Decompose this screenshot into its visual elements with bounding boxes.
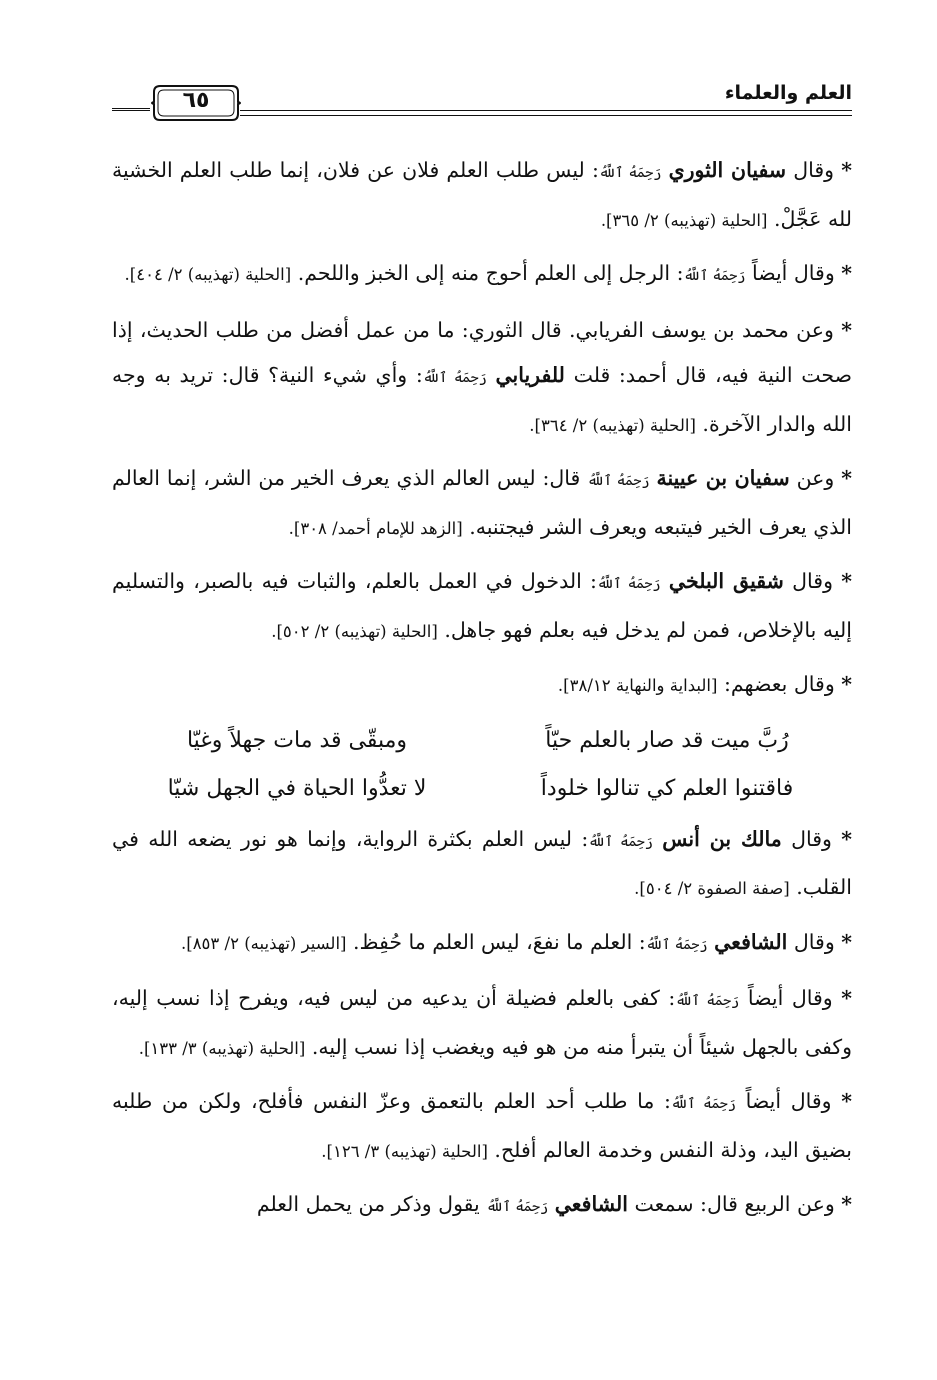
quote-text: قال: ليس العالم الذي يعرف الخير من الشر، إنما العالم الذي يعرف الخير فيتبعه ويعرف الشر فيجتنبه. (112, 466, 852, 539)
verse-second-hemistich: لا تعدُّوا الحياة في الجهل شيّا (167, 775, 427, 801)
paragraph (112, 662, 852, 709)
poem-verse (112, 765, 852, 813)
paragraph (112, 976, 852, 1071)
honorific: رَحِمَهُ ٱللَّهُ (587, 473, 650, 489)
header-rule-2 (240, 115, 852, 116)
quote-text: : العلم ما نفعَ، ليس العلم ما حُفِظ. (353, 929, 646, 954)
paragraph-intro: وقال (793, 929, 835, 954)
quote-text: يقول وذكر من يحمل العلم (256, 1192, 480, 1216)
bullet-star: * (841, 929, 852, 954)
page-body (112, 148, 852, 1239)
source-reference: [الحلية (تهذيبه) ٢/ ٣٦٤]. (529, 415, 696, 435)
source-reference: [صفة الصفوة ٢/ ٥٠٤]. (634, 879, 790, 898)
quote-text: : كفى بالعلم فضيلة أن يدعيه من ليس فيه، ويفرح إذا نسب إليه، وكفى بالجهل شيئاً أن يتبرأ منه من هو فيه ويغضب إذا نسب إليه. (112, 986, 852, 1059)
paragraph (112, 251, 852, 300)
header-rule (240, 110, 852, 111)
scholar-name: شقيق البلخي (668, 569, 784, 593)
paragraph (112, 920, 852, 969)
paragraph (112, 308, 852, 449)
page-number-frame (150, 82, 242, 124)
quote-text: : ليس العلم بكثرة الرواية، وإنما هو نور يضعه الله في القلب. (112, 826, 852, 899)
header-title: العلم والعلماء (724, 82, 852, 104)
bullet-star: * (841, 466, 852, 490)
paragraph (112, 559, 852, 654)
bullet-star: * (841, 317, 852, 342)
paragraph (112, 817, 852, 912)
honorific: رَحِمَهُ ٱللَّهُ (675, 993, 740, 1009)
paragraph (112, 1182, 852, 1231)
honorific: رَحِمَهُ ٱللَّهُ (683, 268, 746, 284)
paragraph-intro: وعن محمد بن يوسف الفريابي. قال الثوري: ما من عمل أفضل من طلب الحديث، إذا صحت النية فيه، قال أحمد: قلت (112, 317, 853, 387)
honorific: رَحِمَهُ ٱللَّهُ (596, 576, 661, 592)
paragraph (112, 1079, 852, 1174)
bullet-star: * (841, 1192, 852, 1216)
scholar-name: الشافعي (714, 929, 788, 954)
paragraph (112, 456, 852, 551)
honorific: رَحِمَهُ ٱللَّهُ (422, 370, 487, 386)
bullet-star: * (841, 986, 852, 1010)
paragraph-intro: وعن (796, 466, 835, 490)
paragraph-intro: وقال (792, 569, 833, 593)
source-reference: [الحلية (تهذيبه) ٢/ ٣٦٥]. (600, 210, 768, 230)
paragraph-intro: وقال (791, 826, 832, 851)
poem-verse (112, 717, 852, 765)
bullet-star: * (841, 261, 852, 285)
source-reference: [البداية والنهاية ٣٨/١٢]. (557, 676, 718, 695)
paragraph-intro: وقال (793, 158, 835, 182)
source-reference: [الزهد للإمام أحمد/ ٣٠٨]. (288, 518, 463, 538)
bullet-star: * (841, 1089, 853, 1113)
verse-first-hemistich: رُبَّ ميت قد صار بالعلم حيّاً (545, 727, 789, 753)
verse-first-hemistich: فاقتنوا العلم كي تنالوا خلوداً (540, 775, 794, 801)
bullet-star: * (841, 158, 852, 182)
honorific: رَحِمَهُ ٱللَّهُ (588, 833, 653, 850)
scholar-name: الشافعي (554, 1192, 628, 1216)
bullet-star: * (841, 826, 852, 851)
source-reference: [الحلية (تهذيبه) ٢/ ٤٠٤]. (124, 265, 292, 284)
page-number: ٦٥ (182, 88, 210, 113)
source-reference: [الحلية (تهذيبه) ٣/ ١٢٦]. (321, 1141, 488, 1161)
poem (112, 717, 852, 813)
source-reference: [السير (تهذيبه) ٢/ ٨٥٣]. (181, 933, 347, 953)
bullet-star: * (841, 569, 852, 593)
scholar-name: سفيان بن عيينة (656, 466, 790, 490)
honorific: رَحِمَهُ ٱللَّهُ (670, 1096, 736, 1112)
honorific: رَحِمَهُ ٱللَّهُ (486, 1199, 549, 1215)
paragraph (112, 148, 852, 243)
quote-text: : الرجل إلى العلم أحوج منه إلى الخبز واللحم. (297, 261, 684, 285)
source-reference: [الحلية (تهذيبه) ٣/ ١٣٣]. (138, 1038, 306, 1058)
honorific: رَحِمَهُ ٱللَّهُ (598, 165, 662, 181)
running-header (112, 70, 852, 140)
honorific: رَحِمَهُ ٱللَّهُ (645, 936, 708, 953)
paragraph-intro: وقال أيضاً (745, 1089, 832, 1113)
paragraph-intro: وقال أيضاً (751, 261, 835, 285)
quote-text: : ليس طلب العلم فلان عن فلان، إنما طلب العلم الخشية لله عَجَّلْ. (112, 158, 852, 231)
scholar-name: مالك بن أنس (662, 826, 782, 851)
paragraph-intro: وقال بعضهم: (724, 672, 835, 696)
quote-text: : الدخول في العمل بالعلم، والثبات فيه بالصبر، والتسليم إليه بالإخلاص، فمن لم يدخل فيه بعلم فهو جاهل. (112, 569, 852, 642)
quote-text: : ما طلب أحد العلم بالتعمق وعزّ النفس فأفلح، ولكن من طلبه بضيق اليد، وذلة النفس وخدمة العالم أفلح. (112, 1089, 852, 1162)
scholar-name: للفريابي (495, 363, 565, 387)
paragraph-intro: وقال أيضاً (747, 986, 833, 1010)
bullet-star: * (841, 672, 852, 696)
quote-text: : وأي شيء النية؟ قال: تريد به وجه الله والدار الآخرة. (112, 363, 852, 436)
verse-second-hemistich: ومبقّى قد مات جهلاً وغيّا (186, 727, 408, 753)
scholar-name: سفيان الثوري (668, 158, 787, 182)
source-reference: [الحلية (تهذيبه) ٢/ ٥٠٢]. (271, 621, 438, 641)
header-rule-left (112, 108, 150, 111)
paragraph-intro: وعن الربيع قال: سمعت (634, 1192, 835, 1216)
